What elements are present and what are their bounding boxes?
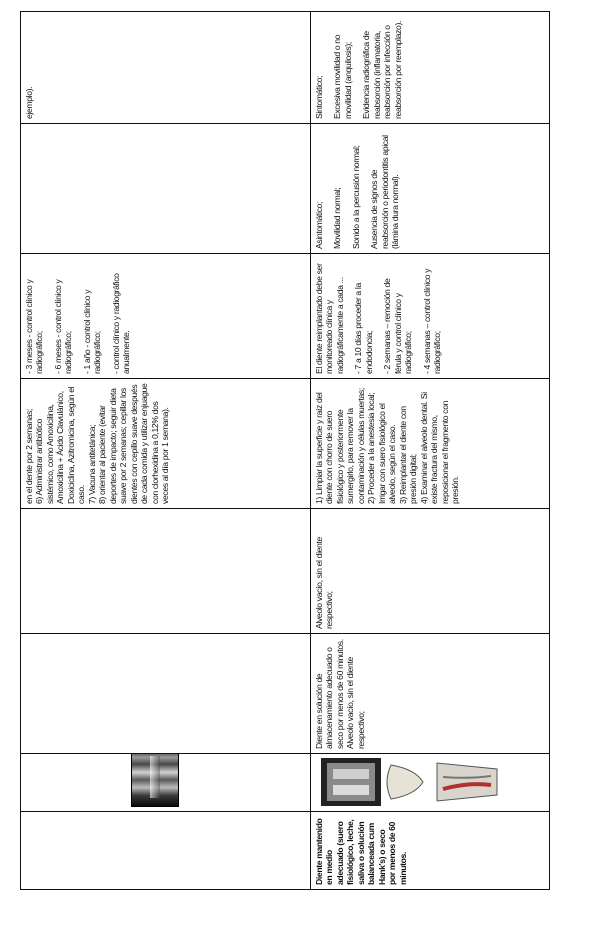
row2-cell-unfavorable <box>311 12 550 124</box>
followup-item: - 6 meses - control clínico y radiográfico; <box>52 279 74 374</box>
treatment-step: en el dente por 2 semanas; <box>24 408 34 504</box>
followup-item: - 1 año - control clínico y radiográfico; <box>81 289 103 374</box>
treatment-step: 3) Reimplantar el diente con presión digital; <box>397 406 419 504</box>
row1-cell-unfavorable: ejemplo). <box>21 12 311 124</box>
favorable-item: Ausencia de signos de reabsorción o periodontitis apical (lámina dura normal). <box>369 135 401 249</box>
followup-item: - 2 semanas – remoción de férula y control clínico y radiográfico; <box>382 278 414 374</box>
row2-cell-condition: Diente mantenido en medio adecuado (suero fisiológico, leche, saliva o solución balanceada cum Hank's) o seco por menos de 60 minutos. <box>311 812 550 890</box>
followup-item: - control clínico y radiográfico anualmente. <box>110 273 132 374</box>
dental-xray-icon <box>131 754 179 808</box>
treatment-step: 6) Administrar antibiótico sistémico, como Amoxicilina, Amoxicilina + Ácido Clavulánico, Doxiciclina, Azitromicina, según el caso. <box>34 386 87 504</box>
treatment-step: 8) orientar al paciente (evitar deportes de impacto; seguir dieta suave por 2 semanas; cepillar los dientes con cepillo suave después de cada comida y utilizar enjuague con clorhexidina a 0,12% dos veces al día por 1 semana). <box>97 383 171 504</box>
row2-cell-favorable <box>311 124 550 254</box>
row2-cell-treatment <box>311 379 550 509</box>
row1-cell-image <box>21 754 311 812</box>
table-row-2 <box>311 12 550 890</box>
row2-cell-clinical: Diente en solución de almacenamiento adecuado o seco por menos de 60 minutos. Alveolo vacío, sin el diente respectivo; <box>311 634 550 754</box>
treatment-step: 1) Limpiar la superficie y raíz del diente con chorro de suero fisiológico y posteriormente sumergirlo, para remover la contaminación y células muertas; <box>314 388 366 504</box>
followup-item: - 7 a 10 días proceder a la endodoncia; <box>353 283 374 374</box>
favorable-item: Asintomático; <box>314 201 324 249</box>
treatment-step: 4) Examinar el alveolo dental. Si existe fractura del mismo, reposicionar el fragmento con presión. <box>418 392 461 504</box>
unfavorable-item: Evidencia radiográfica de reabsorción (inflamatoria, reabsorción por infección o reabsorción por reemplazo). <box>361 20 403 119</box>
unfavorable-item: Excesiva movilidad o no movilidad (anquilosis); <box>332 34 353 119</box>
favorable-item: Movilidad normal; <box>332 187 343 249</box>
tooth-anatomy-diagram <box>319 755 504 809</box>
treatment-step: 2) Proceder a la anestesia local; Irrigar con suero fisiológico el alveolo, según el caso. <box>366 392 398 504</box>
row2-cell-followup <box>311 254 550 379</box>
followup-item: - 4 semanas – control clínico y radiográfico; <box>421 268 443 374</box>
row2-cell-radiographic: Alveolo vacío, sin el diente respectivo; <box>311 509 550 634</box>
row2-cell-image <box>311 754 550 812</box>
treatment-table <box>20 11 550 890</box>
treatment-step: 7) Vacuna antitetánica; <box>86 424 97 504</box>
row1-cell-treatment <box>21 379 311 509</box>
favorable-item: Sonido a la percusión normal; <box>350 145 361 249</box>
row1-cell-favorable <box>21 124 311 254</box>
table-row-1 <box>21 12 311 890</box>
followup-item: - 3 meses - control clínico y radiográfico; <box>24 279 45 374</box>
row1-cell-condition <box>21 812 311 890</box>
row1-cell-clinical <box>21 634 311 754</box>
row1-cell-followup <box>21 254 311 379</box>
row1-cell-radiographic <box>21 509 311 634</box>
unfavorable-item: Sintomático; <box>314 75 324 119</box>
rotated-table-wrapper <box>20 12 535 890</box>
followup-item: El diente reimplantado debe ser monitoreado clínica y radiográficamente a cada ... <box>314 263 345 374</box>
